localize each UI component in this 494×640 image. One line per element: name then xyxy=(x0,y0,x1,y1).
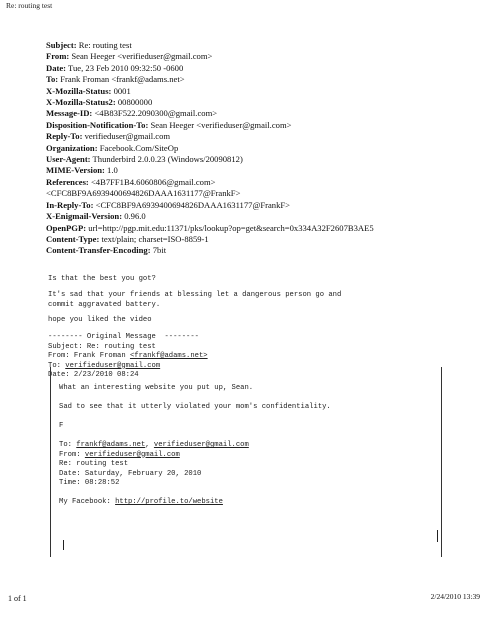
email-headers xyxy=(46,40,466,257)
original-date: Date: 2/23/2010 08:24 xyxy=(48,371,139,379)
header-field-value: 1.0 xyxy=(107,165,118,176)
header-line xyxy=(46,223,466,234)
body-line-1: Is that the best you got? xyxy=(48,275,156,283)
header-field-name: Subject: xyxy=(46,40,77,50)
quote-marker-left xyxy=(63,540,64,550)
header-line xyxy=(46,188,466,199)
header-field-value: Facebook.Com/SiteOp xyxy=(99,142,179,153)
header-field-value: <4B7FF1B4.6060806@gmail.com> xyxy=(90,176,216,187)
quoted-time: Time: 08:28:52 xyxy=(59,479,120,487)
header-line xyxy=(46,200,466,211)
header-field-name: Organization: xyxy=(46,142,98,153)
header-line xyxy=(46,97,466,108)
header-field-name: From: xyxy=(46,51,70,62)
quoted-from-email-link[interactable]: verifieduser@gmail.com xyxy=(84,450,180,459)
quote-marker-right xyxy=(437,530,438,542)
header-field-name: To: xyxy=(46,74,59,85)
header-field-value: verifieduser@gmail.com xyxy=(84,131,171,142)
header-field-value: url=http://pgp.mit.edu:11371/pks/lookup?op=get&search=0x334A32F2607B3AE5 xyxy=(88,222,374,233)
header-line xyxy=(46,211,466,222)
header-line xyxy=(46,120,466,131)
header-field-name: Content-Transfer-Encoding: xyxy=(46,245,151,256)
header-field-value: <4B83F522.2090300@gmail.com> xyxy=(94,108,218,119)
header-field-name: User-Agent: xyxy=(46,154,91,165)
header-field-value: Re: routing test xyxy=(78,40,132,50)
header-field-value: <CFC8BF9A6939400694826DAAA1631177@FrankF> xyxy=(46,188,241,199)
header-field-value: Sean Heeger <verifieduser@gmail.com> xyxy=(71,51,213,62)
header-line xyxy=(46,74,466,85)
header-field-name: Reply-To: xyxy=(46,131,83,142)
header-line xyxy=(46,165,466,176)
header-field-name: MIME-Version: xyxy=(46,165,105,176)
quoted-initial: F xyxy=(59,422,64,430)
page-counter: 1 of 1 xyxy=(8,594,27,603)
quoted-facebook: My Facebook: http://profile.to/website xyxy=(59,498,223,506)
header-field-value: Frank Froman <frankf@adams.net> xyxy=(60,74,185,85)
header-field-value: <CFC8BF9A6939400694826DAAA1631177@FrankF> xyxy=(95,199,291,210)
quoted-date: Date: Saturday, February 20, 2010 xyxy=(59,469,202,478)
header-line xyxy=(46,154,466,165)
header-field-value: 0.96.0 xyxy=(124,211,146,222)
header-field-value: Tue, 23 Feb 2010 09:32:50 -0600 xyxy=(68,62,184,73)
header-field-name: Content-Type: xyxy=(46,233,100,244)
original-subject: Subject: Re: routing test xyxy=(48,342,156,351)
body-line-2: It's sad that your friends at blessing let a dangerous person go and xyxy=(48,291,342,299)
body-line-3: commit aggravated battery. xyxy=(48,300,161,309)
header-line xyxy=(46,86,466,97)
header-line xyxy=(46,51,466,62)
original-to-email-link[interactable]: verifieduser@gmail.com xyxy=(65,361,161,370)
header-field-value: 0001 xyxy=(113,85,131,96)
header-line xyxy=(46,131,466,142)
print-timestamp: 2/24/2010 13:39 xyxy=(430,592,480,601)
original-from-email-link[interactable]: <frankf@adams.net> xyxy=(129,352,208,360)
header-line xyxy=(46,143,466,154)
quoted-re: Re: routing test xyxy=(59,460,129,468)
quoted-to-email-link-2[interactable]: verifieduser@gmail.com xyxy=(153,441,249,449)
original-separator: -------- Original Message -------- xyxy=(48,333,199,341)
quoted-facebook-link[interactable]: http://profile.to/website xyxy=(115,498,223,506)
header-field-name: X-Mozilla-Status: xyxy=(46,85,112,96)
header-field-name: X-Enigmail-Version: xyxy=(46,211,123,222)
header-field-name: In-Reply-To: xyxy=(46,199,94,210)
header-field-name: X-Mozilla-Status2: xyxy=(46,97,116,108)
header-line xyxy=(46,108,466,119)
header-line xyxy=(46,234,466,245)
header-field-name: Date: xyxy=(46,62,67,73)
header-field-name: References: xyxy=(46,176,89,187)
quoted-from: From: verifieduser@gmail.com xyxy=(59,450,180,459)
quoted-line-2: Sad to see that it utterly violated your mom's confidentiality. xyxy=(59,403,331,411)
header-line xyxy=(46,40,466,51)
header-field-value: Sean Heeger <verifieduser@gmail.com> xyxy=(150,119,292,130)
quoted-line-1: What an interesting website you put up, Sean. xyxy=(59,384,254,392)
header-field-name: OpenPGP: xyxy=(46,222,87,233)
quoted-to: To: frankf@adams.net, verifieduser@gmail.com xyxy=(59,441,249,449)
header-field-value: text/plain; charset=ISO-8859-1 xyxy=(101,233,209,244)
header-field-name: Disposition-Notification-To: xyxy=(46,119,149,130)
header-field-name: Message-ID: xyxy=(46,108,93,119)
header-line xyxy=(46,177,466,188)
page-header-title: Re: routing test xyxy=(6,1,53,10)
body-line-4: hope you liked the video xyxy=(48,316,152,324)
header-field-value: Thunderbird 2.0.0.23 (Windows/20090812) xyxy=(92,154,243,165)
header-field-value: 7bit xyxy=(152,245,167,256)
header-field-value: 00800000 xyxy=(117,97,153,108)
quoted-to-email-link-1[interactable]: frankf@adams.net xyxy=(76,441,146,449)
header-line xyxy=(46,245,466,256)
original-from: From: Frank Froman <frankf@adams.net> xyxy=(48,352,208,360)
original-to: To: verifieduser@gmail.com xyxy=(48,361,161,370)
header-line xyxy=(46,63,466,74)
